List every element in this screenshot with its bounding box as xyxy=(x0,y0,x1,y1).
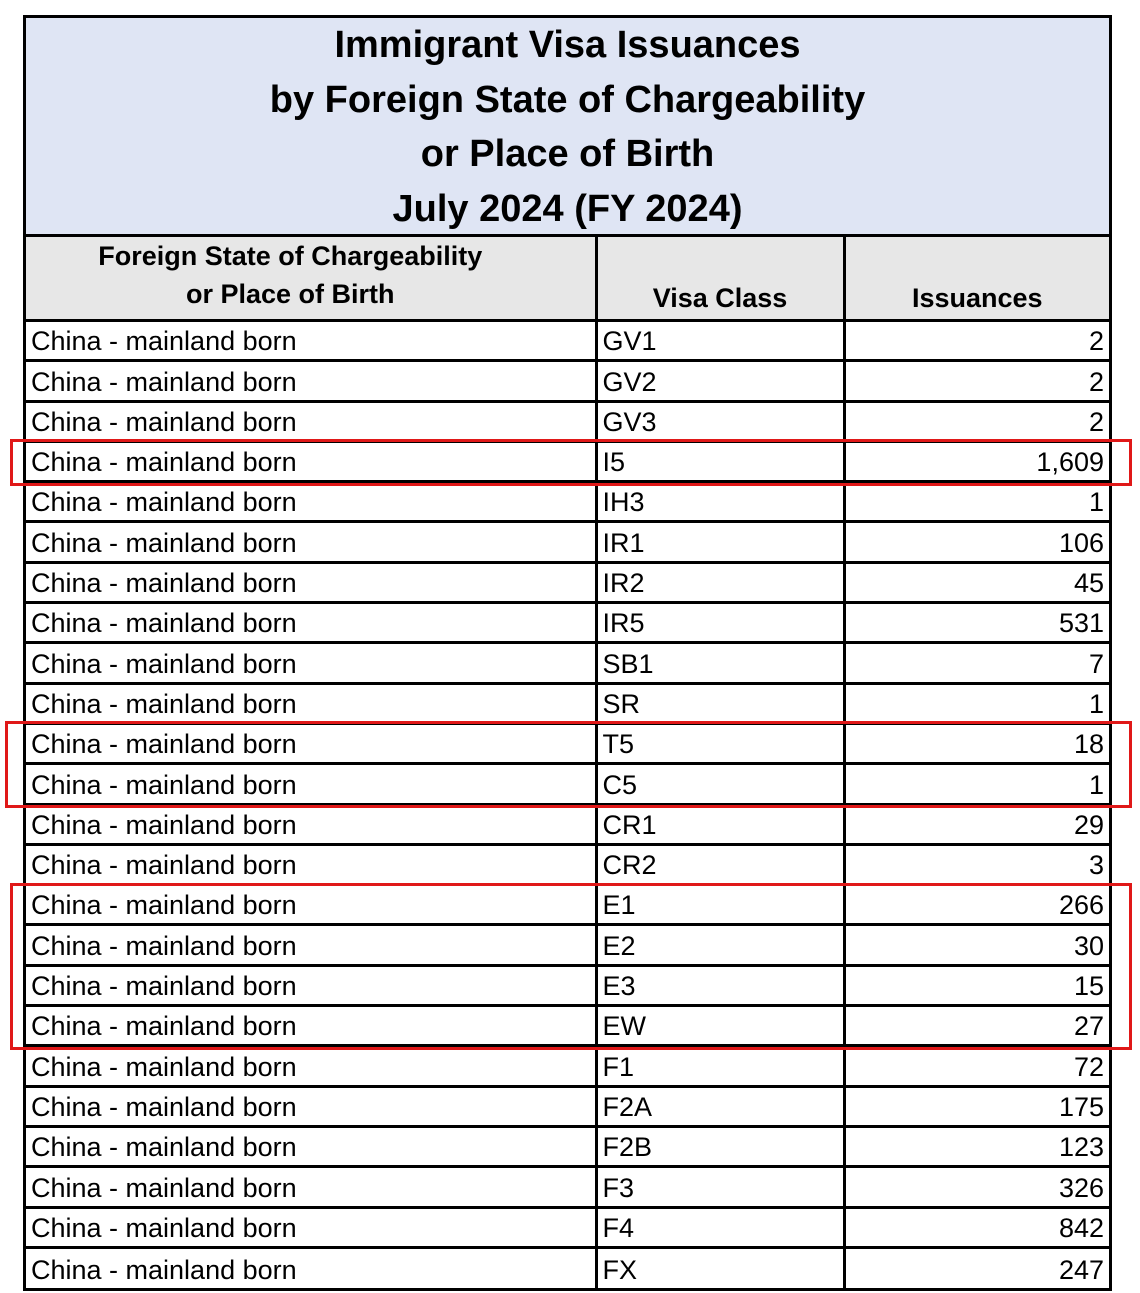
row-foreign-state: China - mainland born xyxy=(26,925,596,965)
row-foreign-state: China - mainland born xyxy=(26,683,596,723)
row-visa-class: E2 xyxy=(596,925,844,965)
row-visa-class: IR5 xyxy=(596,603,844,643)
table-row xyxy=(26,1046,1109,1086)
row-visa-class: IR1 xyxy=(596,522,844,562)
header-foreign-state xyxy=(26,237,596,321)
row-visa-class: EW xyxy=(596,1006,844,1046)
row-visa-class: CR1 xyxy=(596,804,844,844)
row-issuances: 30 xyxy=(844,925,1109,965)
title-line-1: Immigrant Visa Issuances xyxy=(334,24,801,66)
row-foreign-state: China - mainland born xyxy=(26,885,596,925)
title-block xyxy=(26,18,1109,237)
row-visa-class: F1 xyxy=(596,1046,844,1086)
row-issuances: 1,609 xyxy=(844,441,1109,481)
row-visa-class: IR2 xyxy=(596,562,844,602)
row-visa-class: F2A xyxy=(596,1086,844,1126)
table-row xyxy=(26,1167,1109,1207)
row-foreign-state: China - mainland born xyxy=(26,1086,596,1126)
row-foreign-state: China - mainland born xyxy=(26,643,596,683)
row-visa-class: F2B xyxy=(596,1126,844,1166)
row-visa-class: SB1 xyxy=(596,643,844,683)
row-issuances: 72 xyxy=(844,1046,1109,1086)
row-visa-class: FX xyxy=(596,1247,844,1287)
row-foreign-state: China - mainland born xyxy=(26,401,596,441)
row-foreign-state: China - mainland born xyxy=(26,1167,596,1207)
row-issuances: 1 xyxy=(844,683,1109,723)
row-issuances: 29 xyxy=(844,804,1109,844)
row-issuances: 3 xyxy=(844,844,1109,884)
row-visa-class: SR xyxy=(596,683,844,723)
row-visa-class: IH3 xyxy=(596,482,844,522)
header-issuances: Issuances xyxy=(844,237,1109,321)
row-issuances: 842 xyxy=(844,1207,1109,1247)
row-visa-class: GV1 xyxy=(596,321,844,361)
row-issuances: 2 xyxy=(844,321,1109,361)
row-foreign-state: China - mainland born xyxy=(26,562,596,602)
table-row xyxy=(26,1207,1109,1247)
row-visa-class: F4 xyxy=(596,1207,844,1247)
table-row xyxy=(26,844,1109,884)
row-foreign-state: China - mainland born xyxy=(26,1247,596,1287)
row-foreign-state: China - mainland born xyxy=(26,1046,596,1086)
row-foreign-state: China - mainland born xyxy=(26,321,596,361)
row-foreign-state: China - mainland born xyxy=(26,804,596,844)
header-row xyxy=(26,237,1109,321)
table-row xyxy=(26,482,1109,522)
table-row xyxy=(26,885,1109,925)
table-row xyxy=(26,522,1109,562)
row-issuances: 27 xyxy=(844,1006,1109,1046)
row-foreign-state: China - mainland born xyxy=(26,844,596,884)
header-visa-class: Visa Class xyxy=(596,237,844,321)
row-issuances: 15 xyxy=(844,965,1109,1005)
row-foreign-state: China - mainland born xyxy=(26,441,596,481)
row-foreign-state: China - mainland born xyxy=(26,723,596,763)
title-line-3: or Place of Birth xyxy=(420,133,715,175)
header-foreign-state-line1: Foreign State of Chargeability xyxy=(98,241,483,271)
row-issuances: 326 xyxy=(844,1167,1109,1207)
row-foreign-state: China - mainland born xyxy=(26,1126,596,1166)
table-row xyxy=(26,361,1109,401)
row-foreign-state: China - mainland born xyxy=(26,482,596,522)
table-row xyxy=(26,804,1109,844)
table-row xyxy=(26,1126,1109,1166)
row-visa-class: F3 xyxy=(596,1167,844,1207)
issuance-table xyxy=(26,237,1109,1288)
title-line-4: July 2024 (FY 2024) xyxy=(392,187,743,230)
header-foreign-state-line2: or Place of Birth xyxy=(185,279,395,309)
row-visa-class: GV2 xyxy=(596,361,844,401)
table-row xyxy=(26,1247,1109,1287)
row-foreign-state: China - mainland born xyxy=(26,764,596,804)
row-issuances: 266 xyxy=(844,885,1109,925)
table-row xyxy=(26,1006,1109,1046)
row-foreign-state: China - mainland born xyxy=(26,1006,596,1046)
table-row xyxy=(26,764,1109,804)
table-row xyxy=(26,321,1109,361)
row-visa-class: CR2 xyxy=(596,844,844,884)
row-foreign-state: China - mainland born xyxy=(26,603,596,643)
row-issuances: 106 xyxy=(844,522,1109,562)
table-row xyxy=(26,723,1109,763)
row-visa-class: GV3 xyxy=(596,401,844,441)
row-issuances: 2 xyxy=(844,361,1109,401)
row-issuances: 175 xyxy=(844,1086,1109,1126)
row-issuances: 1 xyxy=(844,482,1109,522)
table-row xyxy=(26,1086,1109,1126)
row-visa-class: I5 xyxy=(596,441,844,481)
row-visa-class: E1 xyxy=(596,885,844,925)
table-row xyxy=(26,441,1109,481)
row-issuances: 45 xyxy=(844,562,1109,602)
table-row xyxy=(26,965,1109,1005)
table-row xyxy=(26,925,1109,965)
row-issuances: 1 xyxy=(844,764,1109,804)
table-row xyxy=(26,643,1109,683)
table-row xyxy=(26,603,1109,643)
row-issuances: 18 xyxy=(844,723,1109,763)
row-foreign-state: China - mainland born xyxy=(26,965,596,1005)
table-row xyxy=(26,401,1109,441)
row-issuances: 7 xyxy=(844,643,1109,683)
table-row xyxy=(26,683,1109,723)
row-foreign-state: China - mainland born xyxy=(26,361,596,401)
row-issuances: 123 xyxy=(844,1126,1109,1166)
row-visa-class: C5 xyxy=(596,764,844,804)
row-foreign-state: China - mainland born xyxy=(26,1207,596,1247)
title-line-2: by Foreign State of Chargeability xyxy=(269,78,866,121)
visa-issuance-sheet xyxy=(23,15,1112,1291)
row-foreign-state: China - mainland born xyxy=(26,522,596,562)
row-visa-class: E3 xyxy=(596,965,844,1005)
row-issuances: 2 xyxy=(844,401,1109,441)
table-row xyxy=(26,562,1109,602)
row-issuances: 531 xyxy=(844,603,1109,643)
row-issuances: 247 xyxy=(1058,1254,1104,1285)
row-visa-class: T5 xyxy=(596,723,844,763)
